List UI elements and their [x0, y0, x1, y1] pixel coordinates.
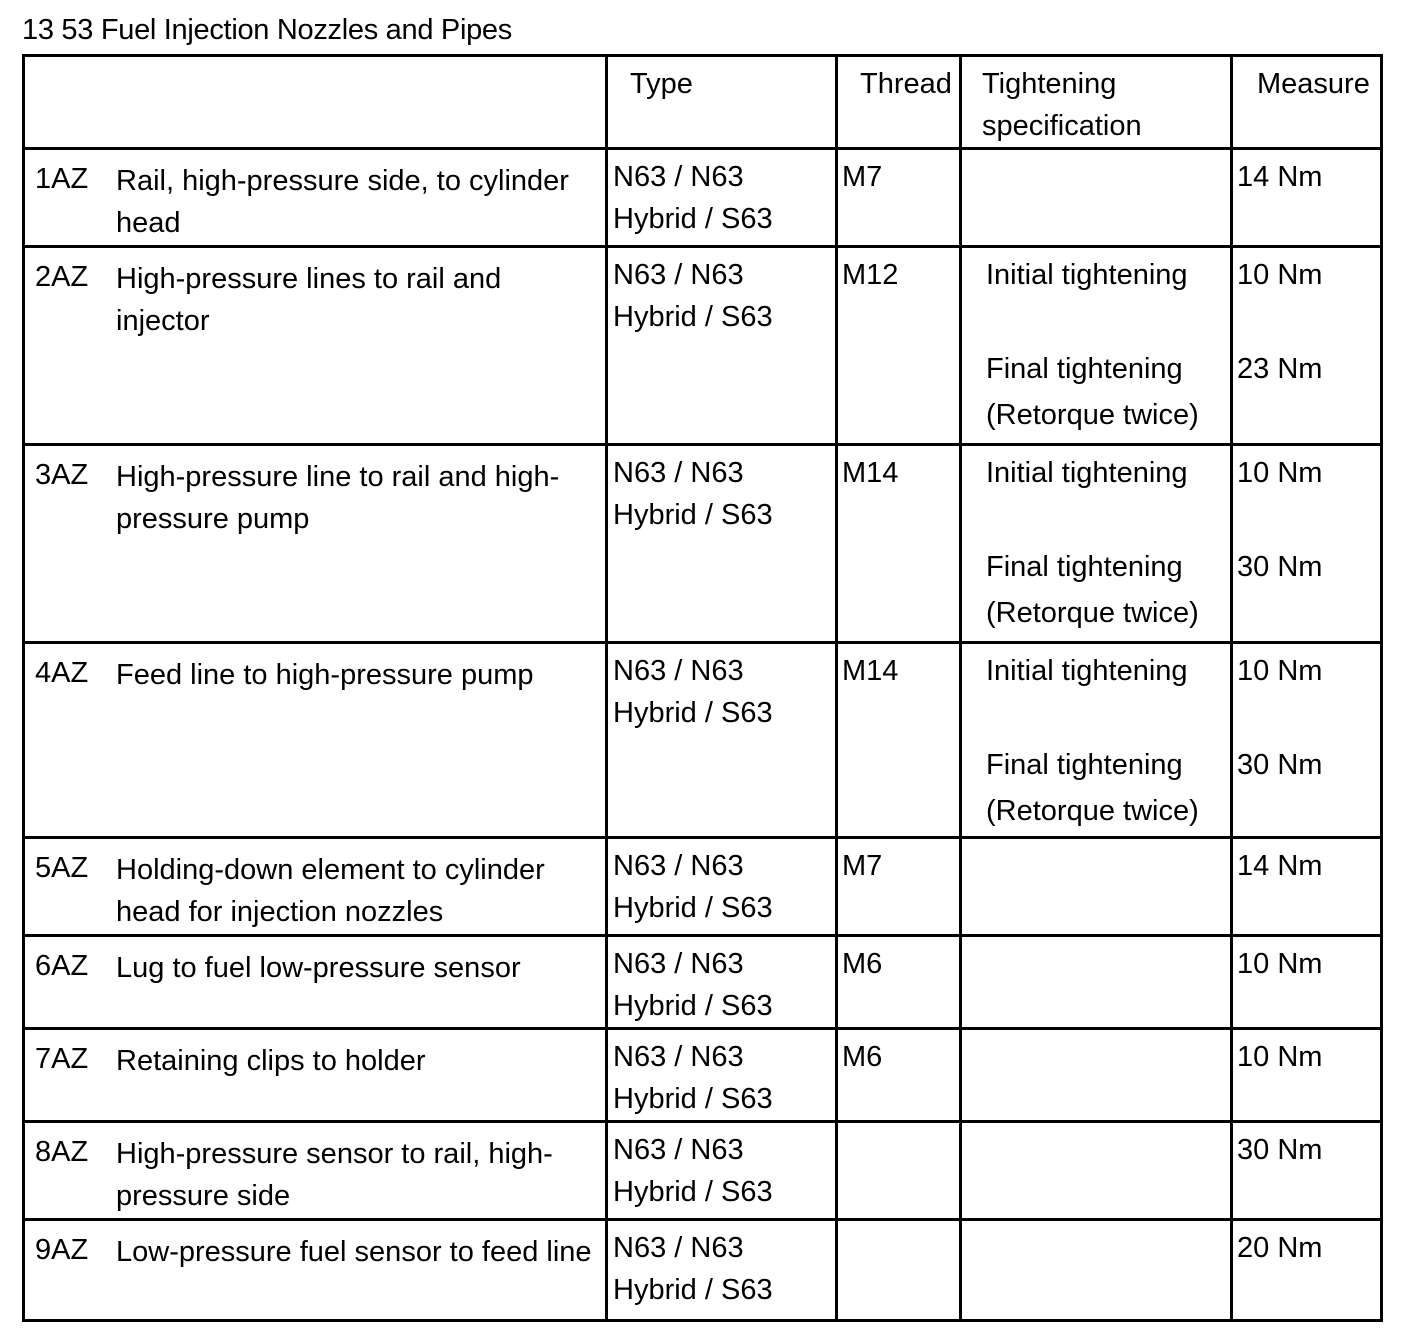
torque-spec-table — [22, 54, 1383, 1322]
cell-type: N63 / N63 Hybrid / S63 — [607, 445, 837, 643]
item-description: Feed line to high-pressure pump — [116, 659, 534, 691]
cell-type: N63 / N63 Hybrid / S63 — [607, 149, 837, 247]
cell-measure — [1232, 643, 1382, 838]
cell-tightening — [961, 1029, 1232, 1122]
header-type: Type — [607, 56, 837, 149]
measure-value: 23 Nm — [1237, 353, 1323, 385]
item-code: 9AZ — [35, 1234, 89, 1266]
cell-type: N63 / N63 Hybrid / S63 — [607, 838, 837, 936]
cell-thread: M12 — [837, 247, 961, 445]
table-row — [24, 149, 1382, 247]
item-description: High-pressure line to rail and high-pressure pump — [116, 461, 560, 535]
header-measure: Measure — [1232, 56, 1382, 149]
cell-description — [24, 1029, 607, 1122]
cell-description — [24, 247, 607, 445]
cell-measure — [1232, 1029, 1382, 1122]
measure-value: 10 Nm — [1237, 457, 1323, 489]
item-code: 2AZ — [35, 261, 89, 293]
cell-description — [24, 643, 607, 838]
header-tightening-line1: Tightening — [982, 68, 1117, 100]
cell-type: N63 / N63 Hybrid / S63 — [607, 1220, 837, 1321]
cell-type: N63 / N63 Hybrid / S63 — [607, 936, 837, 1029]
cell-tightening — [961, 1122, 1232, 1220]
cell-thread: M6 — [837, 1029, 961, 1122]
cell-thread: M14 — [837, 445, 961, 643]
measure-value: 30 Nm — [1237, 551, 1323, 583]
table-row — [24, 1220, 1382, 1321]
cell-thread — [837, 1220, 961, 1321]
page-title: 13 53 Fuel Injection Nozzles and Pipes — [22, 14, 512, 46]
header-row — [24, 56, 1382, 149]
cell-measure — [1232, 1122, 1382, 1220]
table-row — [24, 936, 1382, 1029]
cell-tightening — [961, 149, 1232, 247]
measure-value: 10 Nm — [1237, 259, 1323, 291]
cell-measure — [1232, 936, 1382, 1029]
table-row — [24, 445, 1382, 643]
item-description: Retaining clips to holder — [116, 1045, 426, 1077]
measure-value: 10 Nm — [1237, 948, 1323, 980]
measure-value: 30 Nm — [1237, 749, 1323, 781]
cell-type: N63 / N63 Hybrid / S63 — [607, 643, 837, 838]
cell-tightening — [961, 445, 1232, 643]
spacer — [1237, 494, 1380, 546]
item-description: Holding-down element to cylinder head for injection nozzles — [116, 854, 545, 928]
cell-thread — [837, 1122, 961, 1220]
header-tightening-line2: specification — [982, 110, 1142, 142]
table-row — [24, 643, 1382, 838]
tightening-step: Final tightening — [986, 551, 1183, 583]
tightening-step: (Retorque twice) — [986, 399, 1199, 431]
cell-description — [24, 445, 607, 643]
tightening-step: Initial tightening — [986, 259, 1188, 291]
table-row — [24, 838, 1382, 936]
header-description — [24, 56, 607, 149]
cell-measure — [1232, 1220, 1382, 1321]
item-code: 7AZ — [35, 1043, 89, 1075]
cell-measure — [1232, 149, 1382, 247]
measure-value: 14 Nm — [1237, 161, 1323, 193]
cell-tightening — [961, 247, 1232, 445]
spacer — [986, 692, 1230, 744]
spacer — [986, 296, 1230, 348]
spacer — [986, 494, 1230, 546]
measure-value: 14 Nm — [1237, 850, 1323, 882]
spacer — [1237, 296, 1380, 348]
spacer — [1237, 692, 1380, 744]
item-code: 3AZ — [35, 459, 89, 491]
table-row — [24, 1029, 1382, 1122]
table-row — [24, 1122, 1382, 1220]
item-code: 1AZ — [35, 163, 89, 195]
cell-type: N63 / N63 Hybrid / S63 — [607, 1122, 837, 1220]
cell-description — [24, 1122, 607, 1220]
cell-description — [24, 936, 607, 1029]
cell-thread: M7 — [837, 149, 961, 247]
header-thread: Thread — [837, 56, 961, 149]
item-description: High-pressure lines to rail and injector — [116, 263, 502, 337]
tightening-step: Final tightening — [986, 749, 1183, 781]
cell-tightening — [961, 1220, 1232, 1321]
cell-tightening — [961, 838, 1232, 936]
cell-thread: M7 — [837, 838, 961, 936]
item-code: 6AZ — [35, 950, 89, 982]
table-row — [24, 247, 1382, 445]
item-description: High-pressure sensor to rail, high-pressure side — [116, 1138, 553, 1212]
measure-value: 20 Nm — [1237, 1232, 1323, 1264]
cell-type: N63 / N63 Hybrid / S63 — [607, 247, 837, 445]
item-code: 8AZ — [35, 1136, 89, 1168]
tightening-step: (Retorque twice) — [986, 795, 1199, 827]
cell-measure — [1232, 445, 1382, 643]
measure-value: 10 Nm — [1237, 1041, 1323, 1073]
cell-measure — [1232, 838, 1382, 936]
item-description: Lug to fuel low-pressure sensor — [116, 952, 521, 984]
item-description: Rail, high-pressure side, to cylinder head — [116, 165, 569, 239]
measure-value: 30 Nm — [1237, 1134, 1323, 1166]
cell-tightening — [961, 643, 1232, 838]
cell-description — [24, 1220, 607, 1321]
cell-measure — [1232, 247, 1382, 445]
tightening-step: Initial tightening — [986, 655, 1188, 687]
cell-description — [24, 149, 607, 247]
cell-tightening — [961, 936, 1232, 1029]
cell-type: N63 / N63 Hybrid / S63 — [607, 1029, 837, 1122]
tightening-step: Initial tightening — [986, 457, 1188, 489]
tightening-step: (Retorque twice) — [986, 597, 1199, 629]
item-code: 4AZ — [35, 657, 89, 689]
cell-thread: M6 — [837, 936, 961, 1029]
tightening-step: Final tightening — [986, 353, 1183, 385]
measure-value: 10 Nm — [1237, 655, 1323, 687]
item-description: Low-pressure fuel sensor to feed line — [116, 1236, 592, 1268]
cell-description — [24, 838, 607, 936]
header-tightening — [961, 56, 1232, 149]
item-code: 5AZ — [35, 852, 89, 884]
cell-thread: M14 — [837, 643, 961, 838]
